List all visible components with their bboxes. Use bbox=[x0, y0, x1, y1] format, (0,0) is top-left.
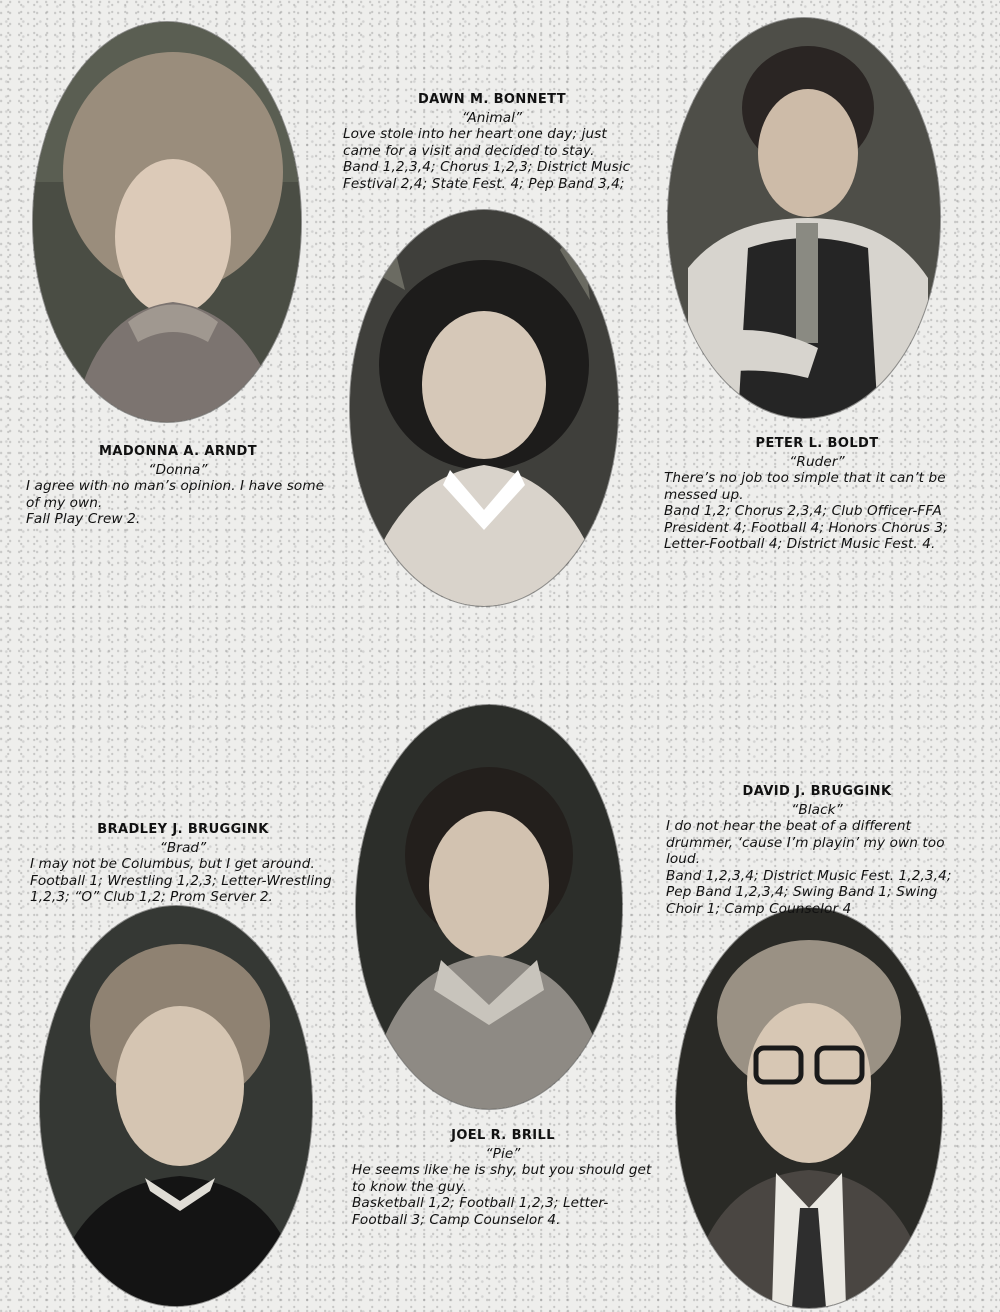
portrait-bradley-bruggink bbox=[40, 906, 312, 1306]
student-name: DAWN M. BONNETT bbox=[417, 92, 567, 107]
student-activities: Basketball 1,2; Football 1,2,3; Letter-Football 3; Camp Counselor 4. bbox=[352, 1195, 609, 1228]
portrait-peter-boldt bbox=[668, 18, 940, 418]
student-activities: Band 1,2,3,4; District Music Fest. 1,2,3,4; Pep Band 1,2,3,4; Swing Band 1; Swing Choir 1; Camp Counselor 4 bbox=[666, 867, 952, 917]
bio-bradley-bruggink bbox=[30, 822, 336, 906]
portrait-david-bruggink bbox=[676, 908, 942, 1308]
portrait-joel-brill bbox=[356, 705, 622, 1109]
student-nickname: “Donna” bbox=[148, 461, 208, 478]
bio-peter-boldt bbox=[664, 436, 970, 553]
student-quote: He seems like he is shy, but you should get to know the guy. bbox=[352, 1162, 652, 1195]
bio-david-bruggink bbox=[666, 784, 968, 917]
student-name: JOEL R. BRILL bbox=[451, 1128, 555, 1143]
student-activities: Fall Play Crew 2. bbox=[26, 511, 141, 527]
student-quote: I do not hear the beat of a different drummer, ‘cause I’m playin’ my own too loud. bbox=[666, 818, 945, 867]
student-nickname: “Pie” bbox=[485, 1145, 521, 1162]
student-activities: Band 1,2,3,4; Chorus 1,2,3; District Music Festival 2,4; State Fest. 4; Pep Band 3,4; bbox=[343, 159, 631, 192]
student-activities: Band 1,2; Chorus 2,3,4; Club Officer-FFA President 4; Football 4; Honors Chorus 3; Letter-Football 4; District Music Fest. 4. bbox=[664, 503, 948, 552]
bio-madonna-arndt bbox=[26, 444, 330, 528]
portrait-dawn-bonnett bbox=[350, 210, 618, 606]
student-activities: Football 1; Wrestling 1,2,3; Letter-Wrestling 1,2,3; “O” Club 1,2; Prom Server 2. bbox=[30, 872, 332, 905]
bio-dawn-bonnett bbox=[343, 92, 641, 192]
student-quote: I agree with no man’s opinion. I have some of my own. bbox=[26, 478, 325, 511]
student-name: MADONNA A. ARNDT bbox=[99, 444, 257, 459]
student-quote: I may not be Columbus, but I get around. bbox=[30, 856, 315, 872]
student-nickname: “Ruder” bbox=[789, 453, 845, 470]
student-name: DAVID J. BRUGGINK bbox=[742, 784, 892, 799]
student-nickname: “Brad” bbox=[159, 839, 207, 856]
student-nickname: “Animal” bbox=[461, 109, 523, 126]
bio-joel-brill bbox=[352, 1128, 654, 1228]
portrait-madonna-arndt bbox=[33, 22, 301, 422]
student-quote: There’s no job too simple that it can’t be messed up. bbox=[664, 470, 946, 503]
student-quote: Love stole into her heart one day; just came for a visit and decided to stay. bbox=[343, 126, 607, 159]
student-nickname: “Black” bbox=[791, 801, 843, 818]
student-name: BRADLEY J. BRUGGINK bbox=[97, 822, 269, 837]
student-name: PETER L. BOLDT bbox=[755, 436, 879, 451]
